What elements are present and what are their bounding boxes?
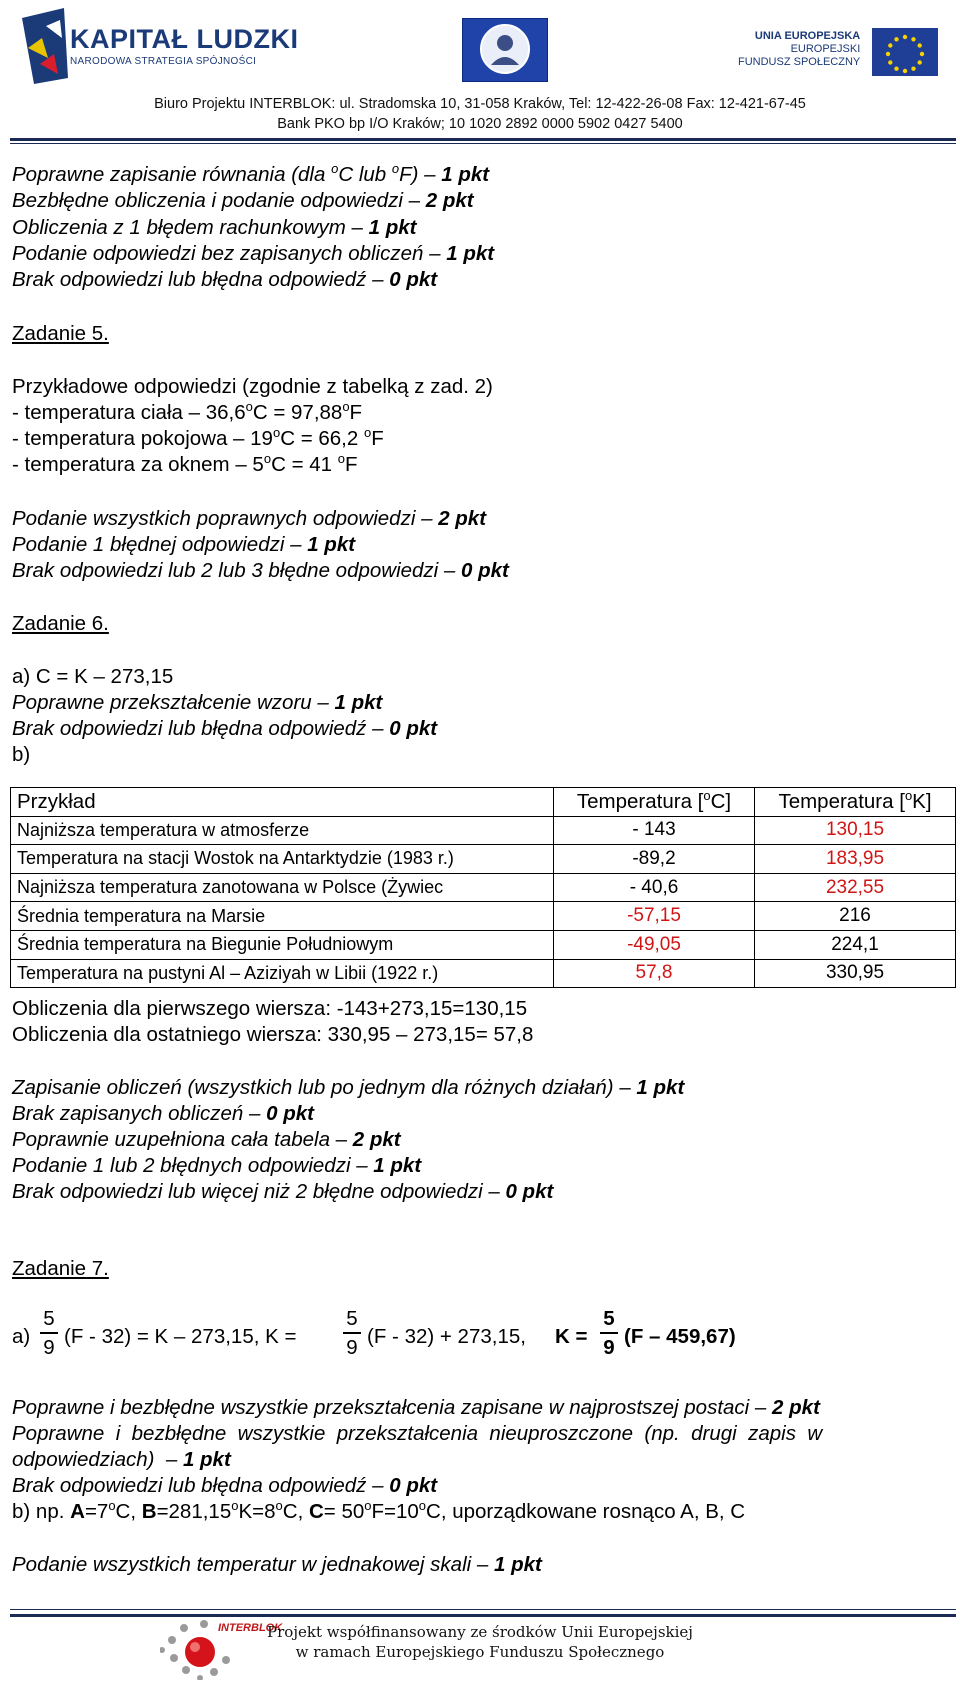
address-line: Biuro Projektu INTERBLOK: ul. Stradomska 10, 31-058 Kraków, Tel: 12-422-26-08 Fax: 12-421-67-45 <box>154 96 806 112</box>
eu-flag-icon <box>872 28 938 76</box>
criterion-line: Podanie wszystkich poprawnych odpowiedzi – 2 pkt <box>12 507 487 530</box>
criterion-line: Podanie odpowiedzi bez zapisanych obliczeń – 1 pkt <box>12 242 495 265</box>
celsius-cell-answer: -49,05 <box>554 930 755 959</box>
eu-fund-line2: FUNDUSZ SPOŁECZNY <box>738 56 861 68</box>
table-row <box>11 959 956 988</box>
kelvin-cell-answer: 183,95 <box>755 845 956 874</box>
criterion-line: Podanie 1 błędnej odpowiedzi – 1 pkt <box>12 533 356 556</box>
celsius-cell: -89,2 <box>554 845 755 874</box>
part-b-answer: b) np. $A=7^oC$, $B=281,15^oK=8^oC$, $C= 50^oF=10^oC$, uporządkowane rosnąco A, B, C <box>12 1498 746 1523</box>
celsius-cell: - 143 <box>554 816 755 845</box>
column-header-example: Przykład <box>11 788 554 817</box>
footer-line: w ramach Europejskiego Funduszu Społecznego <box>295 1643 665 1661</box>
portrait-seal-logo <box>462 18 548 82</box>
row-label: Średnia temperatura na Biegunie Południowym <box>11 930 554 959</box>
formula-part: (F - 32) = K – 273,15, K = <box>64 1325 297 1348</box>
answer-line: - temperatura ciała – $36,6^oC = 97,88^oF$ <box>12 399 363 424</box>
criterion-line: Brak odpowiedzi lub więcej niż 2 błędne odpowiedzi – 0 pkt <box>12 1180 554 1203</box>
kelvin-cell: 224,1 <box>755 930 956 959</box>
table-row <box>11 930 956 959</box>
criterion-line: Brak zapisanych obliczeń – 0 pkt <box>12 1102 314 1125</box>
table-row <box>11 816 956 845</box>
kelvin-cell-answer: 130,15 <box>755 816 956 845</box>
row-label: Średnia temperatura na Marsie <box>11 902 554 931</box>
footer-divider <box>10 1614 956 1617</box>
celsius-cell: - 40,6 <box>554 873 755 902</box>
page-header <box>0 0 960 150</box>
criterion-line: Zapisanie obliczeń (wszystkich lub po jednym dla różnych działań) – 1 pkt <box>12 1076 685 1099</box>
header-divider-thin <box>10 143 956 144</box>
fraction-five-ninths: 5 9 <box>38 1306 60 1362</box>
part-a-label: a) <box>12 1325 31 1348</box>
eu-fund-line1: EUROPEJSKI <box>790 43 861 55</box>
criterion-line: Bezbłędne obliczenia i podanie odpowiedzi – 2 pkt <box>12 189 474 212</box>
kelvin-cell-answer: 232,55 <box>755 873 956 902</box>
criterion-line: Brak odpowiedzi lub 2 lub 3 błędne odpowiedzi – 0 pkt <box>12 559 509 582</box>
part-b-label: b) <box>12 743 31 766</box>
task-5-heading: Zadanie 5. <box>12 322 109 345</box>
row-label: Temperatura na pustyni Al – Aziziyah w Libii (1922 r.) <box>11 959 554 988</box>
temperature-table <box>10 787 956 988</box>
criterion-line: Poprawne i bezbłędne wszystkie przekształcenia nieuproszczone (np. drugi zapis w <box>12 1422 823 1445</box>
criterion-line: Poprawne przekształcenie wzoru – 1 pkt <box>12 691 383 714</box>
criterion-line: Podanie 1 lub 2 błędnych odpowiedzi – 1 pkt <box>12 1154 422 1177</box>
column-header-kelvin: Temperatura [$^o$K] <box>755 788 956 817</box>
table-header-row <box>11 788 956 817</box>
criterion-line: Poprawnie uzupełniona cała tabela – 2 pkt <box>12 1128 401 1151</box>
table-row <box>11 845 956 874</box>
formula-part-bold: (F – 459,67) <box>624 1325 736 1348</box>
criterion-line: Poprawne i bezbłędne wszystkie przekształcenia zapisane w najprostszej postaci – 2 pkt <box>12 1396 820 1419</box>
criterion-line: Brak odpowiedzi lub błędna odpowiedź – 0 pkt <box>12 1474 438 1497</box>
footer-divider-thin <box>10 1609 956 1610</box>
table-row <box>11 873 956 902</box>
fraction-five-ninths: 5 9 <box>341 1306 363 1362</box>
calculation-line: Obliczenia dla ostatniego wiersza: 330,95 – 273,15= 57,8 <box>12 1023 534 1046</box>
answer-line: - temperatura za oknem – $5^oC = 41$ $^o$F <box>12 451 358 476</box>
kapital-ludzki-subtitle: NARODOWA STRATEGIA SPÓJNOŚCI <box>70 56 257 67</box>
criterion-line: Poprawne zapisanie równania (dla $^o$C lub $^o$F) – 1 pkt <box>12 161 490 186</box>
celsius-cell-answer: -57,15 <box>554 902 755 931</box>
formula-part: (F - 32) + 273,15, <box>367 1325 526 1348</box>
task-5-intro: Przykładowe odpowiedzi (zgodnie z tabelką z zad. 2) <box>12 375 493 398</box>
formula-line: a) C = K – 273,15 <box>12 665 174 688</box>
task-6-heading: Zadanie 6. <box>12 612 109 635</box>
fraction-five-ninths-bold: 5 9 <box>598 1306 620 1362</box>
row-label: Najniższa temperatura zanotowana w Polsce (Żywiec <box>11 873 554 902</box>
footer-line: Projekt współfinansowany ze środków Unii Europejskiej <box>267 1623 693 1641</box>
kelvin-cell: 330,95 <box>755 959 956 988</box>
eu-title: UNIA EUROPEJSKA <box>754 30 861 42</box>
eu-caption <box>738 30 860 69</box>
interblok-label: INTERBLOK <box>218 1622 283 1634</box>
kapital-ludzki-title: KAPITAŁ LUDZKI <box>70 24 299 54</box>
row-label: Temperatura na stacji Wostok na Antarktydzie (1983 r.) <box>11 845 554 874</box>
answer-line: - temperatura pokojowa – $19^oC = 66,2$ $^o$F <box>12 425 384 450</box>
bank-line: Bank PKO bp I/O Kraków; 10 1020 2892 0000 5902 0427 5400 <box>277 116 683 132</box>
table-row <box>11 902 956 931</box>
calculation-line: Obliczenia dla pierwszego wiersza: -143+273,15=130,15 <box>12 997 528 1020</box>
criterion-line: Obliczenia z 1 błędem rachunkowym – 1 pkt <box>12 216 417 239</box>
row-label: Najniższa temperatura w atmosferze <box>11 816 554 845</box>
task-7-heading: Zadanie 7. <box>12 1257 109 1280</box>
criterion-line: odpowiedziach) – 1 pkt <box>12 1448 231 1471</box>
column-header-celsius: Temperatura [$^o$C] <box>554 788 755 817</box>
criterion-line: Brak odpowiedzi lub błędna odpowiedź – 0 pkt <box>12 268 438 291</box>
criterion-line: Podanie wszystkich temperatur w jednakowej skali – 1 pkt <box>12 1553 542 1576</box>
kelvin-cell: 216 <box>755 902 956 931</box>
formula-part-bold: K = <box>555 1325 588 1348</box>
criterion-line: Brak odpowiedzi lub błędna odpowiedź – 0 pkt <box>12 717 438 740</box>
celsius-cell-answer: 57,8 <box>554 959 755 988</box>
header-divider <box>10 138 956 141</box>
